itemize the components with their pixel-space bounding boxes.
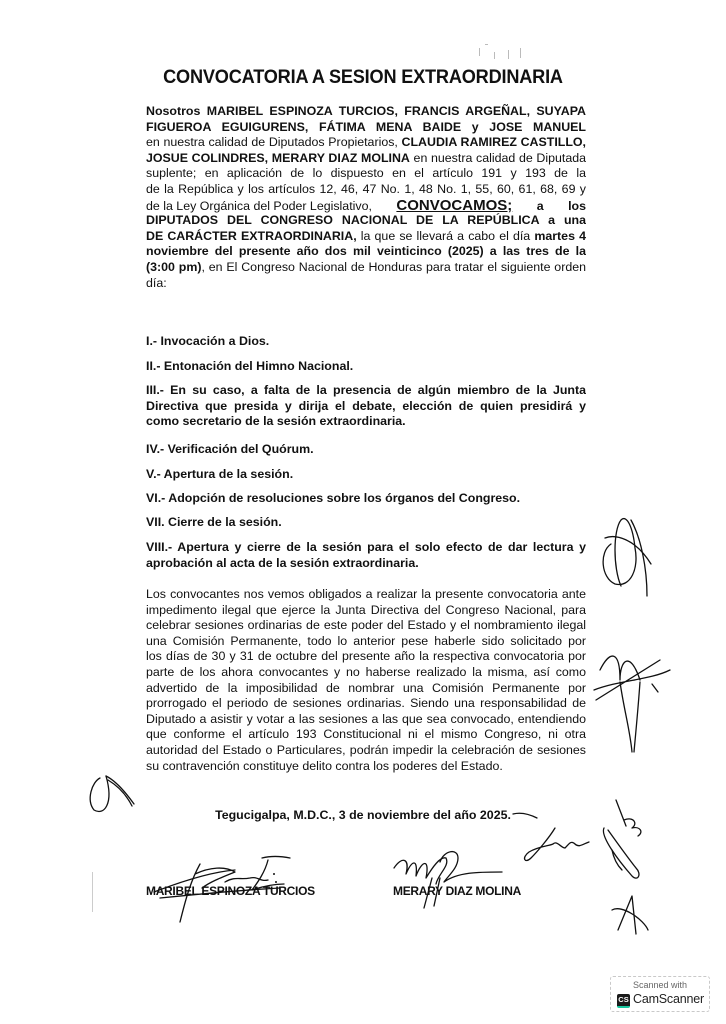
- scanned-with-label: Scanned with: [632, 980, 688, 990]
- agenda-item: [146, 467, 586, 483]
- agenda-text: III.- En su caso, a falta de la presencia de algún miembro de la Junta: [146, 383, 586, 397]
- intro-line: [146, 151, 586, 167]
- closing-line: autoridad del Estado o Particulares, podrán impedir la celebración de sesiones: [146, 742, 586, 757]
- convocamos-heading: CONVOCAMOS;: [396, 197, 513, 214]
- intro-line: [146, 182, 586, 198]
- intro-bold-text: los: [568, 198, 586, 213]
- scan-speck: [485, 44, 488, 45]
- closing-line: una Comisión Permanente, todo lo anterior pese haberle sido solicitado por: [146, 633, 586, 648]
- scan-speck: [92, 872, 93, 912]
- margin-initial-3: [598, 780, 668, 890]
- intro-text: de la Ley Orgánica del Poder Legislativo,: [146, 198, 372, 213]
- closing-line: Los convocantes nos vemos obligados a realizar la presente convocatoria ante: [146, 587, 586, 601]
- closing-paragraph: [146, 587, 586, 774]
- agenda-item: [146, 383, 586, 430]
- agenda-text: I.- Invocación a Dios.: [146, 334, 270, 348]
- place-and-date: Tegucigalpa, M.D.C., 3 de noviembre del año 2025.: [215, 808, 511, 822]
- agenda-item: [146, 491, 586, 507]
- scan-speck: [520, 48, 521, 58]
- closing-line: que conforme el artículo 193 Constitucional ni el mismo Congreso, ni otra: [146, 727, 586, 742]
- signature-diaz-molina: [388, 848, 518, 918]
- intro-text: de la República y los artículos 12, 46, 47 No. 1, 48 No. 1, 55, 60, 61, 68, 69 y: [146, 181, 586, 196]
- intro-line: [146, 135, 586, 151]
- agenda-text: V.- Apertura de la sesión.: [146, 467, 294, 481]
- intro-bold-text: (3:00 pm): [146, 259, 202, 274]
- intro-line: [146, 104, 586, 120]
- intro-bold-text: CLAUDIA RAMIREZ CASTILLO,: [401, 135, 586, 150]
- camscanner-brand: CamScanner: [633, 992, 704, 1006]
- agenda-text: VI.- Adopción de resoluciones sobre los órganos del Congreso.: [146, 491, 521, 505]
- agenda-text: aprobación al acta de la sesión extraordinaria.: [146, 555, 419, 570]
- scan-speck: [508, 50, 509, 59]
- closing-line: impedimento ilegal que ejerce la Junta Directiva del Congreso Nacional, para: [146, 602, 586, 617]
- agenda-item: [146, 442, 586, 458]
- intro-text: DIPUTADOS DEL CONGRESO NACIONAL DE LA REPÚBLICA a una: [146, 213, 586, 228]
- closing-line: advertido de la imposibilidad de nombrar una Comisión Permanente por: [146, 680, 586, 695]
- signatory-name: MERARY DIAZ MOLINA: [393, 884, 521, 898]
- intro-bold-text: a: [536, 198, 544, 213]
- closing-line: parte de los ahora convocantes y no haberse realizado la misma, así como: [146, 664, 586, 679]
- closing-line: los días de 30 y 31 de octubre del presente año la respectiva convocatoria por: [146, 649, 586, 664]
- agenda-item: [146, 540, 586, 571]
- intro-line: [146, 276, 586, 292]
- intro-text: noviembre del presente año dos mil veinticinco (2025) a las tres de la: [146, 244, 586, 259]
- agenda-text: Directiva que presida y dirija el debate, elección de quien presidirá y: [146, 398, 586, 413]
- intro-text: día:: [146, 275, 167, 290]
- margin-initial-left: [84, 770, 144, 820]
- agenda-text: IV.- Verificación del Quórum.: [146, 442, 314, 456]
- signatory-name: MARIBEL ESPINOZA TURCIOS: [146, 884, 315, 898]
- closing-line: su contravención constituye delito contra los poderes del Estado.: [146, 758, 503, 773]
- intro-line: [146, 213, 586, 229]
- intro-line: [146, 229, 586, 245]
- scan-speck: [494, 52, 495, 59]
- intro-bold-text: DE CARÁCTER EXTRAORDINARIA,: [146, 228, 357, 243]
- closing-line: prorrogado el periodo de sesiones ordinarias. Siendo una responsabilidad de: [146, 696, 586, 711]
- intro-text: suplente; en aplicación de lo dispuesto en el artículo 191 y 193 de la: [146, 166, 586, 181]
- agenda-text: como secretario de la sesión extraordinaria.: [146, 414, 406, 429]
- agenda-item: [146, 515, 586, 531]
- closing-line: Diputado a asistir y votar a las sesiones a las que sea convocado, entendiendo: [146, 711, 586, 726]
- agenda-text: VII. Cierre de la sesión.: [146, 515, 282, 529]
- intro-text: en nuestra calidad de Diputados Propietarios,: [146, 135, 402, 150]
- intro-text: en nuestra calidad de Diputada: [409, 150, 586, 165]
- closing-line: celebrar sesiones ordinarias de este poder del Estado y el nombramiento ilegal: [146, 618, 586, 633]
- margin-initial-4: [608, 890, 658, 940]
- agenda-item: [146, 359, 586, 375]
- scan-speck: [479, 48, 480, 56]
- intro-paragraph: [146, 104, 586, 291]
- intro-bold-text: martes 4: [534, 228, 586, 243]
- agenda-item: [146, 334, 586, 350]
- agenda-text: II.- Entonación del Himno Nacional.: [146, 359, 354, 373]
- document-title: CONVOCATORIA A SESION EXTRAORDINARIA: [163, 66, 563, 88]
- margin-initial-2: [590, 640, 680, 760]
- camscanner-watermark: [610, 976, 710, 1012]
- camscanner-logo-icon: CS: [617, 994, 630, 1008]
- intro-text: , en El Congreso Nacional de Honduras para tratar el siguiente orden: [201, 259, 586, 274]
- intro-line: [146, 166, 586, 182]
- intro-line: [146, 120, 586, 136]
- intro-text: la que se llevará a cabo el día: [356, 228, 535, 243]
- intro-line: [146, 244, 586, 260]
- signature-espinoza: [140, 852, 340, 932]
- intro-line: [146, 260, 586, 276]
- intro-line: [146, 198, 586, 214]
- agenda-text: VIII.- Apertura y cierre de la sesión para el solo efecto de dar lectura y: [146, 540, 586, 554]
- intro-text: Nosotros MARIBEL ESPINOZA TURCIOS, FRANCIS ARGEÑAL, SUYAPA: [146, 104, 586, 118]
- margin-initial-1: [595, 508, 675, 598]
- intro-bold-text: JOSUE COLINDRES, MERARY DIAZ MOLINA: [146, 150, 410, 165]
- intro-text: FIGUEROA EGUIGURENS, FÁTIMA MENA BAIDE y JOSE MANUEL: [146, 119, 586, 134]
